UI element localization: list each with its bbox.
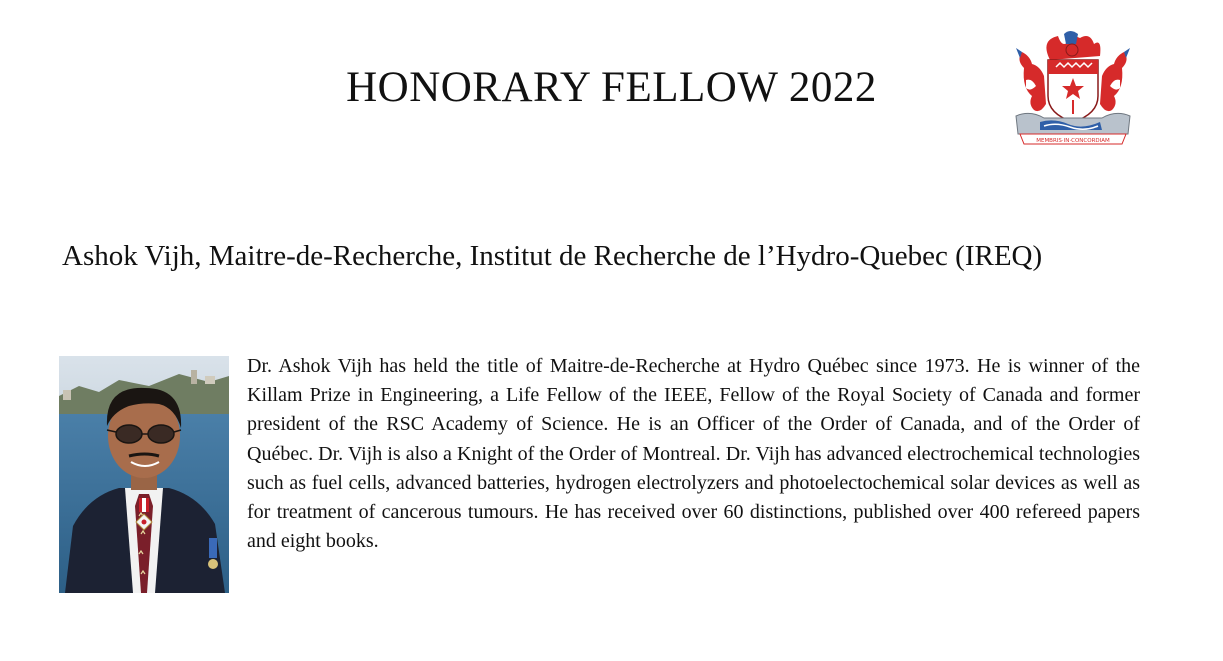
coat-of-arms-icon <box>1010 30 1136 148</box>
honoree-heading: Ashok Vijh, Maitre-de-Recherche, Institut de Recherche de l’Hydro-Quebec (IREQ) <box>62 240 1043 272</box>
bio-paragraph: Dr. Ashok Vijh has held the title of Maitre-de-Recherche at Hydro Québec since 1973. He is winner of the Killam Prize in Engineering, a Life Fellow of the IEEE, Fellow of the Royal Society of Canada and former president of the RSC Academy of Science. He is an Officer of the Order of Canada, and of the Order of Québec. Dr. Vijh is also a Knight of the Order of Montreal. Dr. Vijh has advanced electrochemical technologies such as fuel cells, advanced batteries, hydrogen electrolyzers and photoelectochemical solar devices as well as for treatment of cancerous tumours. He has received over 60 distinctions, published over 400 refereed papers and eight books. <box>247 355 1140 553</box>
portrait-photo <box>59 356 229 593</box>
svg-text:MEMBRIS·IN·CONCORDIAM: MEMBRIS·IN·CONCORDIAM <box>1036 138 1110 144</box>
page-title: HONORARY FELLOW 2022 <box>346 64 877 111</box>
